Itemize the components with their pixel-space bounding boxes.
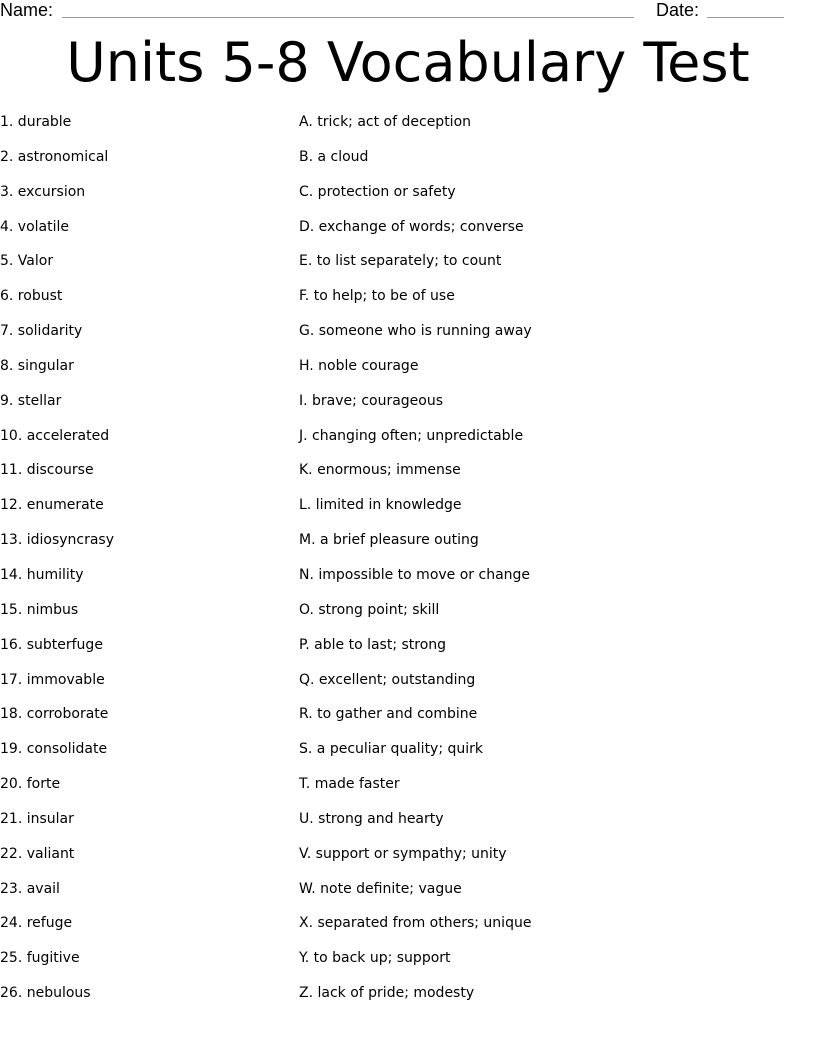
vocab-definition: F. to help; to be of use <box>299 288 455 305</box>
terms-list <box>0 111 290 1017</box>
vocab-definition: B. a cloud <box>299 148 369 165</box>
vocab-definition: H. noble courage <box>299 357 419 374</box>
date-label: Date: <box>656 0 700 20</box>
vocab-definition: E. to list separately; to count <box>299 253 502 270</box>
vocab-definition: I. brave; courageous <box>299 392 444 409</box>
vocab-definition: Q. excellent; outstanding <box>299 671 476 688</box>
vocab-term: 11. discourse <box>0 462 94 479</box>
vocab-term: 19. consolidate <box>0 741 108 758</box>
vocab-definition: T. made faster <box>299 776 400 793</box>
vocab-definition: W. note definite; vague <box>299 880 462 897</box>
header-row <box>0 0 816 24</box>
vocab-term: 15. nimbus <box>0 601 79 618</box>
vocab-term: 22. valiant <box>0 845 75 862</box>
vocab-definition: N. impossible to move or change <box>299 566 531 583</box>
vocab-term: 8. singular <box>0 357 74 374</box>
vocab-definition: A. trick; act of deception <box>299 114 472 130</box>
vocab-definition: Z. lack of pride; modesty <box>299 985 475 1002</box>
vocab-term: 2. astronomical <box>0 148 109 165</box>
vocab-term: 1. durable <box>0 114 72 130</box>
vocab-term: 14. humility <box>0 566 84 583</box>
vocab-definition: P. able to last; strong <box>299 636 447 653</box>
vocab-definition: G. someone who is running away <box>299 323 532 340</box>
vocab-term: 12. enumerate <box>0 497 104 514</box>
vocab-term: 26. nebulous <box>0 985 91 1002</box>
vocab-term: 13. idiosyncrasy <box>0 532 115 549</box>
vocab-definition: U. strong and hearty <box>299 810 444 827</box>
vocab-term: 18. corroborate <box>0 706 109 723</box>
name-label: Name: <box>0 0 54 20</box>
definitions-list <box>299 111 809 1017</box>
vocab-term: 23. avail <box>0 880 60 897</box>
vocab-term: 9. stellar <box>0 392 62 409</box>
vocab-definition: C. protection or safety <box>299 183 456 200</box>
name-line <box>62 17 634 18</box>
vocab-term: 25. fugitive <box>0 950 80 967</box>
vocab-term: 10. accelerated <box>0 427 110 444</box>
vocab-definition: K. enormous; immense <box>299 462 461 479</box>
vocab-definition: M. a brief pleasure outing <box>299 532 479 549</box>
vocab-term: 20. forte <box>0 776 61 793</box>
vocab-definition: R. to gather and combine <box>299 706 478 723</box>
vocab-definition: V. support or sympathy; unity <box>299 845 507 862</box>
vocab-term: 7. solidarity <box>0 323 83 340</box>
vocab-term: 24. refuge <box>0 915 73 932</box>
vocab-term: 3. excursion <box>0 183 86 200</box>
vocab-definition: J. changing often; unpredictable <box>299 427 524 444</box>
vocab-term: 4. volatile <box>0 218 70 235</box>
page-title: Units 5-8 Vocabulary Test <box>66 31 750 94</box>
vocab-definition: S. a peculiar quality; quirk <box>299 741 484 758</box>
date-line <box>707 17 784 18</box>
vocab-term: 17. immovable <box>0 671 105 688</box>
vocab-definition: D. exchange of words; converse <box>299 218 524 235</box>
vocab-term: 21. insular <box>0 810 74 827</box>
vocab-definition: X. separated from others; unique <box>299 915 532 932</box>
vocab-definition: O. strong point; skill <box>299 601 440 618</box>
vocab-definition: Y. to back up; support <box>299 950 451 967</box>
vocab-term: 5. Valor <box>0 253 54 270</box>
vocab-definition: L. limited in knowledge <box>299 497 462 514</box>
vocab-term: 16. subterfuge <box>0 636 103 653</box>
vocab-term: 6. robust <box>0 288 63 305</box>
